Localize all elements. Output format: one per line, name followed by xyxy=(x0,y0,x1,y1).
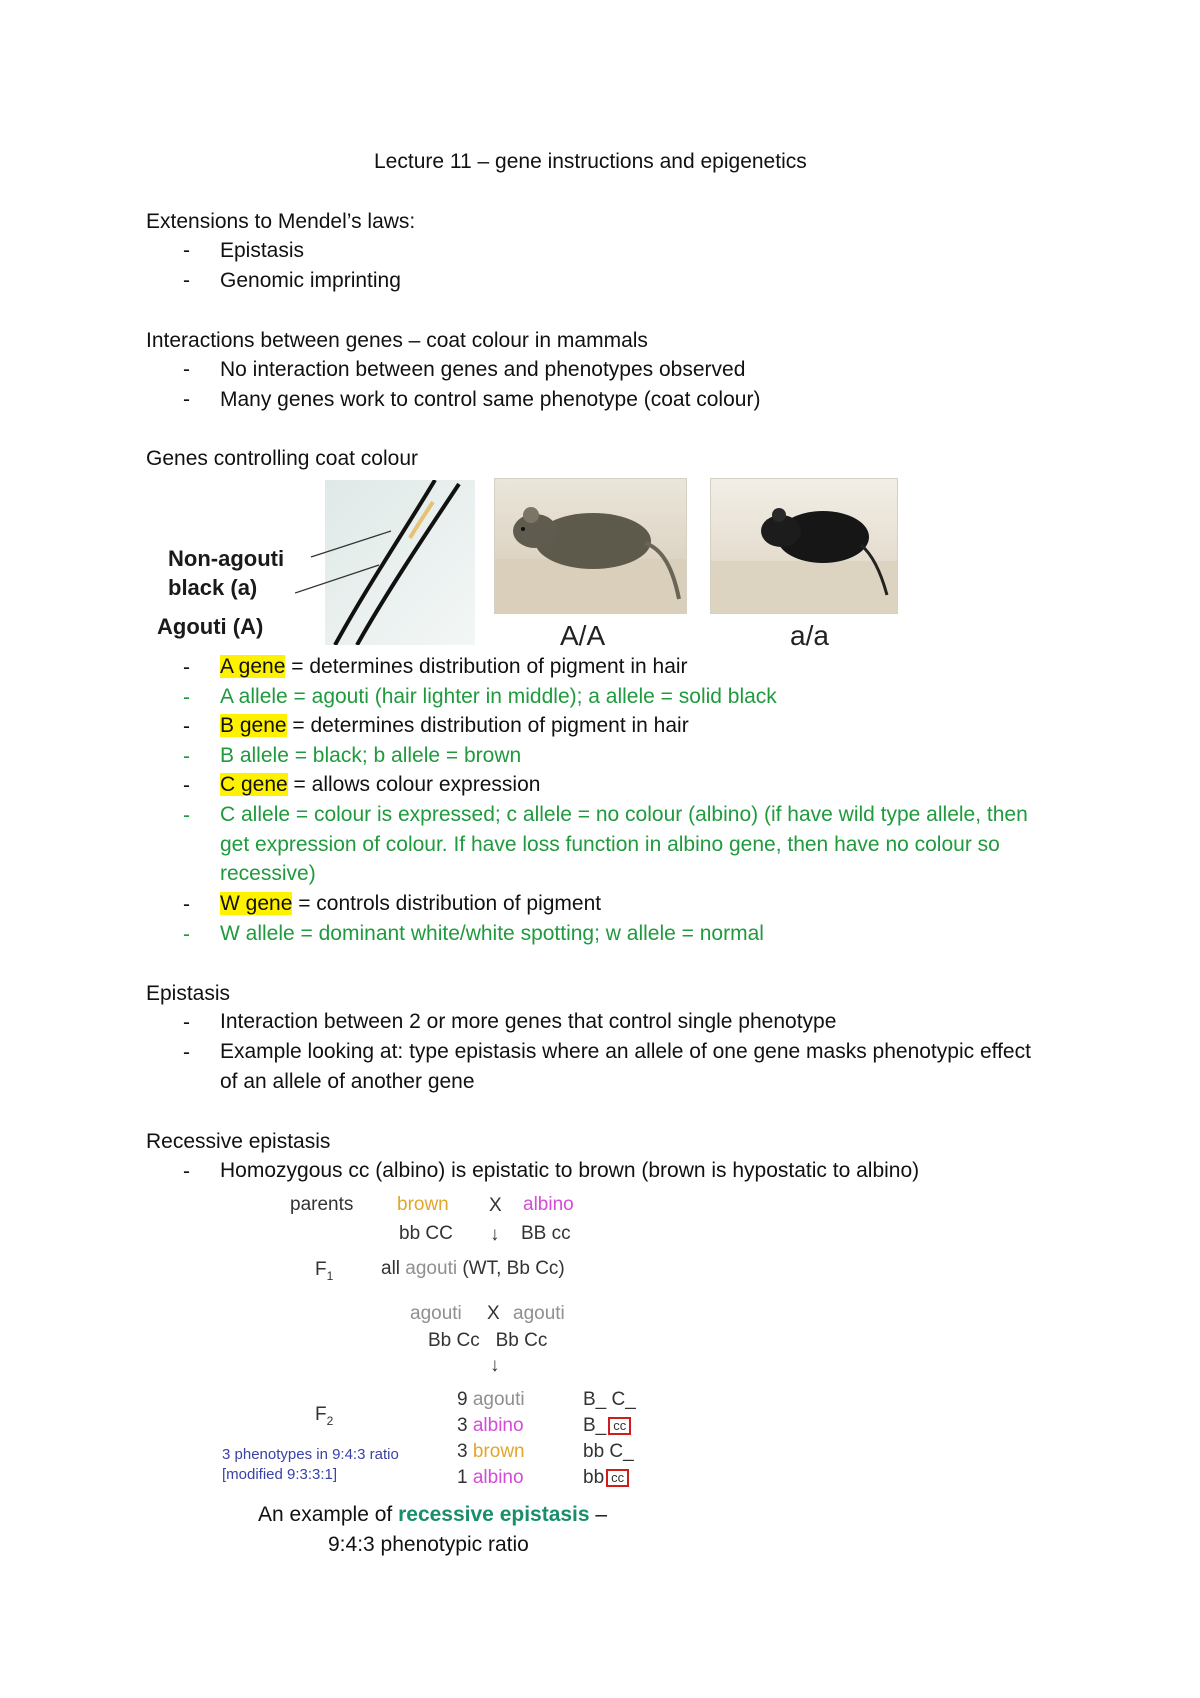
f2-label: $F_2$ xyxy=(315,1404,334,1428)
pointer-lines xyxy=(295,525,455,595)
f2-genotype-2: B_ cc xyxy=(583,1415,631,1437)
bullet: - xyxy=(183,656,190,679)
c-gene-text: = allows colour expression xyxy=(287,773,541,796)
a-gene-highlight: A gene xyxy=(220,655,286,678)
cc-box: cc xyxy=(608,1417,631,1435)
c-gene-highlight: C gene xyxy=(220,773,288,796)
f2-genotype-3: bb C_ xyxy=(583,1441,634,1462)
label-agouti: Agouti (A) xyxy=(157,614,264,639)
bullet: - xyxy=(183,239,190,262)
bullet: - xyxy=(183,804,190,827)
cross-x-2: X xyxy=(487,1303,500,1324)
bullet: - xyxy=(183,388,190,411)
section-heading-genes: Genes controlling coat colour xyxy=(146,447,418,470)
f2-row-3: 3 brown xyxy=(457,1441,525,1462)
agouti-mouse-icon xyxy=(495,479,686,613)
f2-genotype-4: bb cc xyxy=(583,1467,629,1489)
ratio-note-1: 3 phenotypes in 9:4:3 ratio xyxy=(222,1446,399,1463)
b-gene-item xyxy=(220,711,1060,741)
f2-row-2: 3 albino xyxy=(457,1415,524,1436)
black-mouse-icon xyxy=(711,479,897,613)
bullet: - xyxy=(183,1011,190,1034)
list-item: Genomic imprinting xyxy=(220,269,401,292)
list-item: No interaction between genes and phenotypes observed xyxy=(220,358,746,381)
ratio-note-2: [modified 9:3:3:1] xyxy=(222,1466,338,1483)
f2-row-1: 9 agouti xyxy=(457,1389,525,1410)
section-heading-extensions: Extensions to Mendel’s laws: xyxy=(146,210,416,233)
bullet: - xyxy=(183,1041,190,1064)
c-gene-item xyxy=(220,770,1060,800)
label-black-a: black (a) xyxy=(168,575,258,600)
page-title: Lecture 11 – gene instructions and epigenetics xyxy=(374,150,807,173)
b-allele-item: B allele = black; b allele = brown xyxy=(220,744,522,767)
cross-x: X xyxy=(489,1195,502,1216)
f1-label: $F_1$ xyxy=(315,1259,334,1283)
arrow-down-icon: ↓ xyxy=(490,1355,500,1376)
w-allele-item: W allele = dominant white/white spotting; w allele = normal xyxy=(220,922,764,945)
w-gene-text: = controls distribution of pigment xyxy=(292,892,602,915)
b-gene-text: = determines distribution of pigment in hair xyxy=(286,714,689,737)
f2-genotype-1: B_ C_ xyxy=(583,1389,636,1410)
list-item: Epistasis xyxy=(220,239,305,262)
f1-agouti-left: agouti xyxy=(410,1303,462,1324)
section-heading-interactions: Interactions between genes – coat colour in mammals xyxy=(146,329,648,352)
f1-genotypes: Bb Cc Bb Cc xyxy=(428,1330,548,1351)
caption-aa: a/a xyxy=(790,620,829,651)
a-gene-text: = determines distribution of pigment in hair xyxy=(285,655,688,678)
parent-albino: albino xyxy=(523,1194,574,1215)
section-heading-recessive-epistasis: Recessive epistasis xyxy=(146,1130,331,1153)
list-item: Homozygous cc (albino) is epistatic to brown (brown is hypostatic to albino) xyxy=(220,1159,920,1182)
bullet: - xyxy=(183,1160,190,1183)
label-non-agouti: Non-agouti xyxy=(168,546,285,571)
bullet: - xyxy=(183,923,190,946)
bullet: - xyxy=(183,358,190,381)
w-gene-highlight: W gene xyxy=(220,892,293,915)
c-allele-item: C allele = colour is expressed; c allele = no colour (albino) (if have wild type allele, then get expression of colour. If have loss function in albino gene, then have no colour so recessive) xyxy=(220,803,1028,885)
list-item: Example looking at: type epistasis where an allele of one gene masks phenotypic effect of an allele of another gene xyxy=(220,1040,1031,1093)
f1-result: all agouti (WT, Bb Cc) xyxy=(381,1258,565,1279)
genotype-BBcc: BB cc xyxy=(521,1223,571,1244)
bullet: - xyxy=(183,686,190,709)
list-item: Interaction between 2 or more genes that control single phenotype xyxy=(220,1010,837,1033)
w-gene-item xyxy=(220,889,1060,919)
parent-brown: brown xyxy=(397,1194,449,1215)
list-item: Many genes work to control same phenotype (coat colour) xyxy=(220,388,761,411)
bullet: - xyxy=(183,269,190,292)
a-allele-item: A allele = agouti (hair lighter in middle); a allele = solid black xyxy=(220,685,777,708)
section-heading-epistasis: Epistasis xyxy=(146,982,231,1005)
bullet: - xyxy=(183,715,190,738)
arrow-down-icon: ↓ xyxy=(490,1224,500,1245)
bullet: - xyxy=(183,893,190,916)
agouti-mouse-photo xyxy=(494,478,687,614)
cc-box: cc xyxy=(606,1469,629,1487)
diagram-caption-line2: 9:4:3 phenotypic ratio xyxy=(328,1533,529,1556)
f2-row-4: 1 albino xyxy=(457,1467,524,1488)
f1-agouti-right: agouti xyxy=(513,1303,565,1324)
bullet: - xyxy=(183,745,190,768)
b-gene-highlight: B gene xyxy=(220,714,287,737)
parents-label: parents xyxy=(290,1194,354,1215)
genotype-bbCC: bb CC xyxy=(399,1223,453,1244)
caption-AA: A/A xyxy=(560,620,606,651)
bullet: - xyxy=(183,774,190,797)
a-gene-item xyxy=(220,652,1060,682)
diagram-caption: An example of recessive epistasis – xyxy=(258,1503,608,1526)
black-mouse-photo xyxy=(710,478,898,614)
